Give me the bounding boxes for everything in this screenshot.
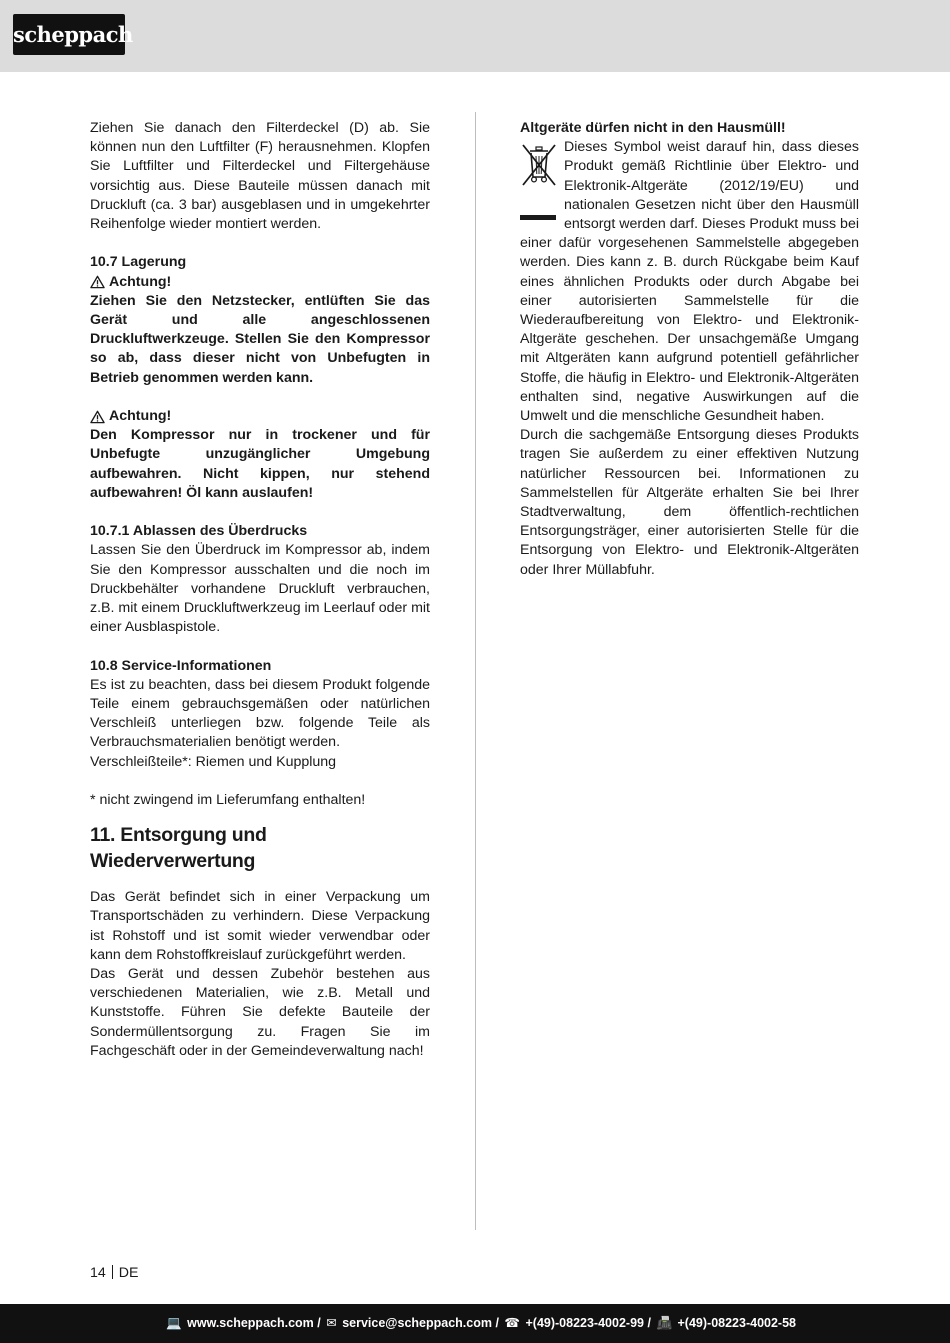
- fax-icon: 📠: [656, 1316, 673, 1330]
- warning-1-text: Ziehen Sie den Netzstecker, entlüften Sie das Gerät und alle angeschlossenen Druckluftwerkzeuge. Stellen Sie den Kompressor so ab, dass dieser nicht von Unbefugten in Betrieb genommen werden kann.: [90, 292, 430, 386]
- left-column: [90, 119, 430, 1061]
- storage-heading: 10.7 Lagerung: [90, 254, 187, 271]
- filter-cleaning-paragraph: Ziehen Sie danach den Filterdeckel (D) ab. Sie können nun den Luftfilter (F) herausnehmen. Klopfen Sie Luftfilter und Filterdeckel und Filtergehäuse vorsichtig aus. Diese Bauteile müssen danach mit Druckluft (ca. 3 bar) ausgeblasen und in umgekehrter Reihenfolge wieder montiert werden.: [90, 120, 430, 233]
- disposal-paragraph-1: Das Gerät befindet sich in einer Verpackung um Transportschäden zu verhindern. Diese Verpackung ist Rohstoff und ist somit wieder verwendbar oder kann dem Rohstoffkreislauf zurückgeführt werden.: [90, 889, 430, 963]
- email-icon: ✉: [326, 1316, 337, 1330]
- page-footer: [90, 1264, 139, 1283]
- service-heading: 10.8 Service-Informationen: [90, 657, 272, 674]
- warning-2-text: Den Kompressor nur in trockener und für Unbefugte unzugänglicher Umgebung aufbewahren. Nicht kippen, nur stehend aufbewahren! Öl kann auslaufen!: [90, 427, 430, 501]
- header-band: [0, 0, 950, 72]
- service-text: Es ist zu beachten, dass bei diesem Produkt folgende Teile einem gebrauchsgemäßen oder natürlichen Verschleiß unterliegen bzw. folgende Teile als Verbrauchsmaterialien benötigt werden.: [90, 676, 430, 751]
- page-number: 14: [90, 1265, 106, 1281]
- phone-icon: ☎: [504, 1316, 520, 1330]
- crossed-out-wheelie-bin-icon: [520, 141, 558, 221]
- fax-number[interactable]: +(49)-08223-4002-58: [677, 1316, 796, 1330]
- phone-number[interactable]: +(49)-08223-4002-99: [525, 1316, 644, 1330]
- scheppach-logo[interactable]: scheppach: [13, 14, 125, 55]
- warning-triangle-icon: [90, 410, 105, 424]
- contact-separator: /: [647, 1316, 651, 1330]
- warning-2: [90, 407, 430, 426]
- page-footer-separator: [112, 1265, 113, 1279]
- overpressure-heading: 10.7.1 Ablassen des Überdrucks: [90, 523, 308, 540]
- email-link[interactable]: service@scheppach.com: [342, 1316, 492, 1330]
- right-column: [520, 119, 859, 580]
- contact-bar: [0, 1304, 950, 1343]
- website-link[interactable]: www.scheppach.com: [187, 1316, 314, 1330]
- weee-paragraph-1: Dieses Symbol weist darauf hin, dass dieses Produkt gemäß Richtlinie über Elektro- und Elektronik-Altgeräte (2012/19/EU) und nationalen Gesetzen nicht über den Hausmüll entsorgt werden darf. Dieses Produkt muss bei einer dafür vorgesehenen Sammelstelle abgegeben werden. Dies kann z. B. durch Rückgabe beim Kauf eines ähnlichen Produkts oder durch Abgabe bei einer autorisierten Sammelstelle für die Wiederaufbereitung von Elektro- und Elektronik- Altgeräte geschehen. Der unsachgemäße Umgang mit Altgeräten kann aufgrund potentiell gefährlicher Stoffe, die häufig in Elektro- und Elektronik-Altgeräten enthalten sind, negative Auswirkungen auf die Umwelt und die menschliche Gesundheit haben.: [520, 139, 859, 425]
- contact-separator: /: [495, 1316, 499, 1330]
- weee-paragraph-2: Durch die sachgemäße Entsorgung dieses Produkts tragen Sie außerdem zu einer effektiven Nutzung natürlicher Ressourcen bei. Informationen zu Sammelstellen für Altgeräte erhalten Sie bei Ihrer Stadtverwaltung, dem öffentlich-rechtlichen Entsorgungsträger, einer autorisierten Stelle für die Entsorgung von Elektro- und Elektronik-Altgeräten oder Ihrer Müllabfuhr.: [520, 427, 859, 578]
- warning-2-label: Achtung!: [109, 408, 172, 425]
- disposal-paragraph-2: Das Gerät und dessen Zubehör bestehen aus verschiedenen Materialien, wie z.B. Metall und Kunststoffe. Führen Sie defekte Bauteile der Sondermüllentsorgung zu. Fragen Sie im Fachgeschäft oder in der Gemeindeverwaltung nach!: [90, 966, 430, 1059]
- warning-triangle-icon: [90, 275, 105, 289]
- weee-heading: Altgeräte dürfen nicht in den Hausmüll!: [520, 120, 786, 136]
- column-divider: [475, 112, 476, 1230]
- contact-separator: /: [317, 1316, 321, 1330]
- contact-info: [164, 1304, 796, 1343]
- warning-1: [90, 273, 430, 292]
- computer-icon: 💻: [166, 1316, 182, 1330]
- wear-parts-footnote: * nicht zwingend im Lieferumfang enthalten!: [90, 792, 366, 809]
- warning-1-label: Achtung!: [109, 273, 172, 290]
- overpressure-text: Lassen Sie den Überdruck im Kompressor ab, indem Sie den Kompressor ausschalten und die noch im Druckbehälter vorhandene Druckluft verbrauchen, z.B. mit einem Druckluftwerkzeug im Leerlauf oder mit einer Ausblaspistole.: [90, 542, 430, 636]
- disposal-heading: 11. Entsorgung und Wiederverwertung: [90, 824, 267, 873]
- wear-parts: Verschleißteile*: Riemen und Kupplung: [90, 753, 337, 770]
- language-code: DE: [118, 1265, 139, 1281]
